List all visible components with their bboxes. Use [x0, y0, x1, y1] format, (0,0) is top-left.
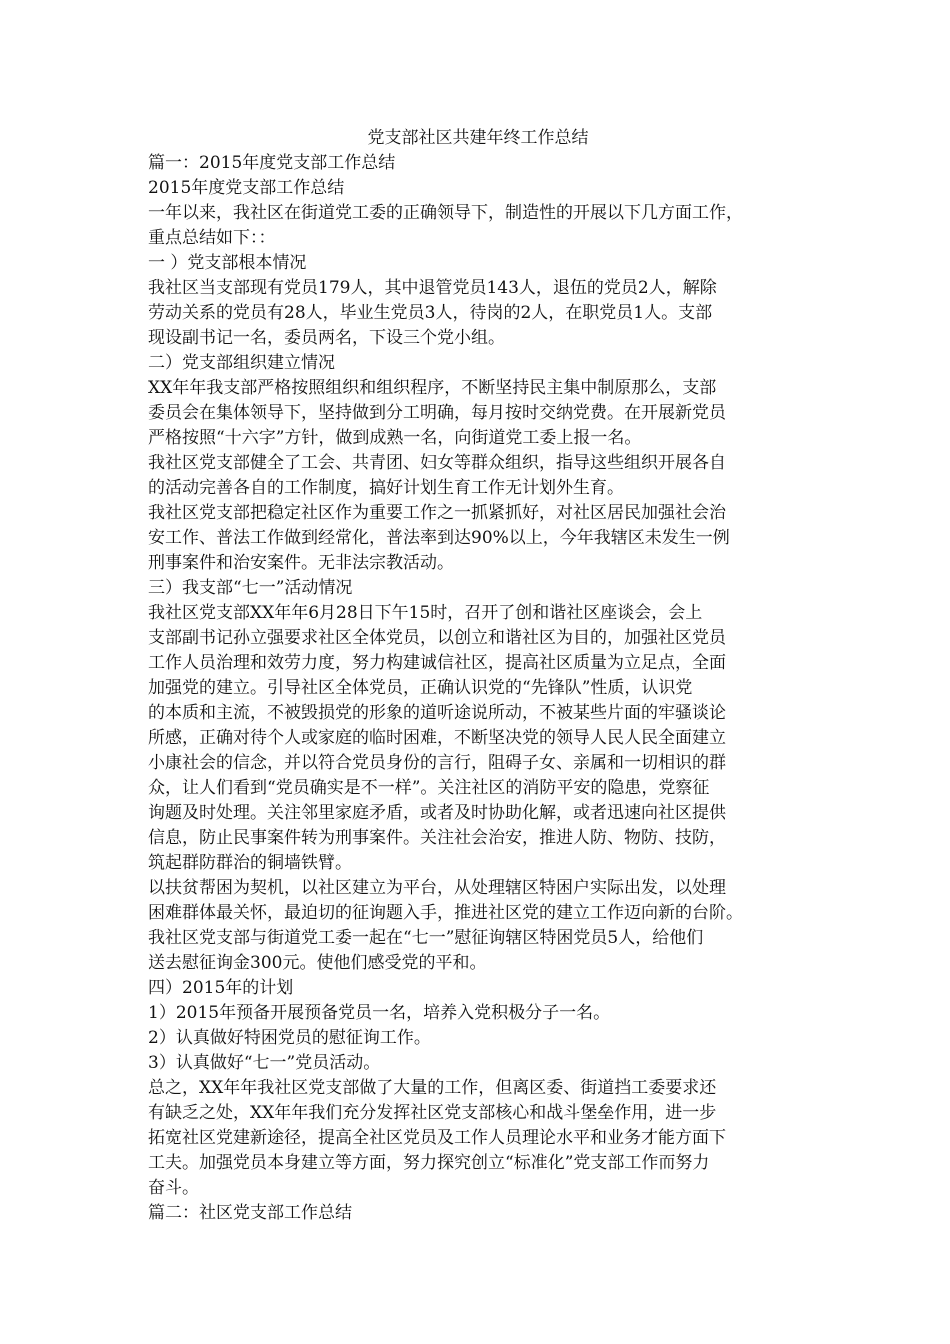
document-body: [148, 151, 808, 1226]
text-line: 支部副书记孙立强要求社区全体党员，以创立和谐社区为目的，加强社区党员: [148, 628, 726, 648]
text-line: 篇二：社区党支部工作总结: [148, 1203, 352, 1223]
text-line: 安工作、普法工作做到经常化，普法率到达90%以上，今年我辖区未发生一例: [148, 528, 730, 548]
text-line: 现设副书记一名，委员两名，下设三个党小组。: [148, 328, 505, 348]
text-line: 询题及时处理。关注邻里家庭矛盾，或者及时协助化解，或者迅速向社区提供: [148, 803, 726, 823]
text-line: 有缺乏之处，XX年年我们充分发挥社区党支部核心和战斗堡垒作用，进一步: [148, 1103, 717, 1123]
text-line: 加强党的建立。引导社区全体党员，正确认识党的“先锋队”性质，认识党: [148, 678, 693, 698]
text-line: 我社区党支部XX年年6月28日下午15时，召开了创和谐社区座谈会，会上: [148, 603, 703, 623]
text-line: 1）2015年预备开展预备党员一名，培养入党积极分子一名。: [148, 1003, 611, 1023]
text-line: 三）我支部“七一”活动情况: [148, 578, 353, 598]
text-line: 重点总结如下：：: [148, 228, 276, 248]
text-line: 所感，正确对待个人或家庭的临时困难，不断坚决党的领导人民人民全面建立: [148, 728, 726, 748]
text-line: 劳动关系的党员有28人，毕业生党员3人，待岗的2人，在职党员1人。支部: [148, 303, 713, 323]
text-line: 拓宽社区党建新途径，提高全社区党员及工作人员理论水平和业务才能方面下: [148, 1128, 726, 1148]
text-line: 二）党支部组织建立情况: [148, 353, 335, 373]
text-line: 我社区当支部现有党员179人，其中退管党员143人，退伍的党员2人，解除: [148, 278, 717, 298]
text-line: 严格按照“十六字”方针，做到成熟一名，向街道党工委上报一名。: [148, 428, 642, 448]
text-line: 送去慰征询金300元。使他们感受党的平和。: [148, 953, 487, 973]
text-line: 工夫。加强党员本身建立等方面，努力探究创立“标准化”党支部工作而努力: [148, 1153, 710, 1173]
text-line: XX年年我支部严格按照组织和组织程序，不断坚持民主集中制原那么，支部: [148, 378, 717, 398]
text-line: 四）2015年的计划: [148, 978, 294, 998]
text-line: 2015年度党支部工作总结: [148, 178, 345, 198]
document-title: 党支部社区共建年终工作总结: [367, 128, 589, 148]
text-line: 信息，防止民事案件转为刑事案件。关注社会治安，推进人防、物防、技防，: [148, 828, 726, 848]
text-line: 工作人员治理和效劳力度，努力构建诚信社区，提高社区质量为立足点，全面: [148, 653, 726, 673]
text-line: 我社区党支部把稳定社区作为重要工作之一抓紧抓好，对社区居民加强社会治: [148, 503, 726, 523]
text-line: 总之，XX年年我社区党支部做了大量的工作，但离区委、街道挡工委要求还: [148, 1078, 717, 1098]
text-line: 的活动完善各自的工作制度，搞好计划生育工作无计划外生育。: [148, 478, 624, 498]
text-line: 筑起群防群治的铜墙铁臂。: [148, 853, 352, 873]
text-line: 的本质和主流，不被毁损党的形象的道听途说所动，不被某些片面的牢骚谈论: [148, 703, 726, 723]
text-line: 刑事案件和治安案件。无非法宗教活动。: [148, 553, 454, 573]
text-line: 2）认真做好特困党员的慰征询工作。: [148, 1028, 431, 1048]
text-line: 我社区党支部健全了工会、共青团、妇女等群众组织，指导这些组织开展各自: [148, 453, 726, 473]
text-line: 众，让人们看到“党员确实是不一样”。关注社区的消防平安的隐患，党察征: [148, 778, 710, 798]
text-line: 一年以来，我社区在街道党工委的正确领导下，制造性的开展以下几方面工作，: [148, 203, 743, 223]
text-line: 小康社会的信念，并以符合党员身份的言行，阻碍子女、亲属和一切相识的群: [148, 753, 726, 773]
document-page: [148, 126, 808, 1226]
text-line: 篇一：2015年度党支部工作总结: [148, 153, 396, 173]
text-line: 困难群体最关怀，最迫切的征询题入手，推进社区党的建立工作迈向新的台阶。: [148, 903, 743, 923]
text-line: 一 ）党支部根本情况: [148, 253, 307, 273]
text-line: 3）认真做好“七一”党员活动。: [148, 1053, 381, 1073]
text-line: 奋斗。: [148, 1178, 199, 1198]
text-line: 委员会在集体领导下，坚持做到分工明确，每月按时交纳党费。在开展新党员: [148, 403, 726, 423]
text-line: 我社区党支部与街道党工委一起在“七一”慰征询辖区特困党员5人，给他们: [148, 928, 704, 948]
text-line: 以扶贫帮困为契机，以社区建立为平台，从处理辖区特困户实际出发，以处理: [148, 878, 726, 898]
